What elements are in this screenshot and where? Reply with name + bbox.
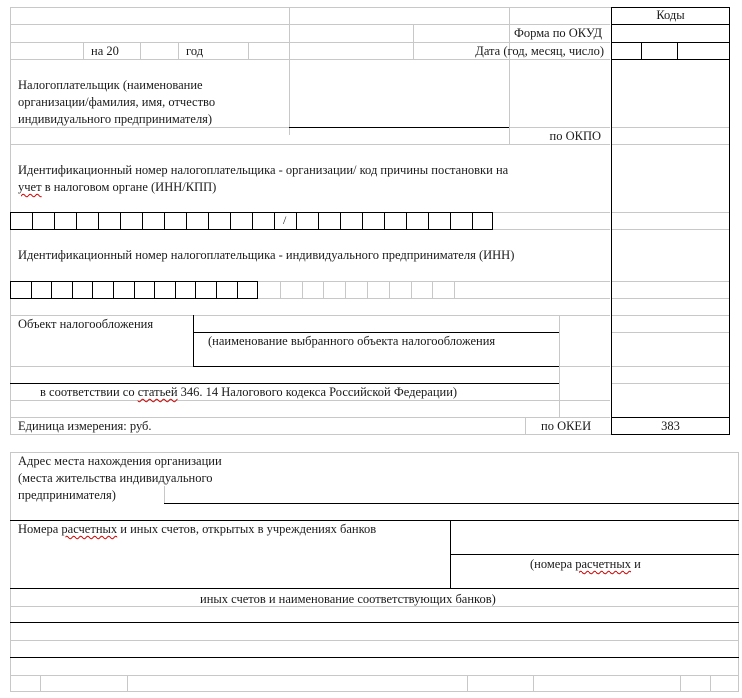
inn-ip-cell-divider (134, 281, 135, 299)
taxation-object-law: в соответствии со статьей 346. 14 Налогового кодекса Российской Федерации) (40, 385, 458, 399)
inn-kpp-cell-divider (120, 212, 121, 230)
inn-kpp-cell-divider (384, 212, 385, 230)
inn-ip-cell-divider (237, 281, 238, 299)
inn-ip-extra-divider (432, 281, 433, 299)
inn-kpp-separator: / (283, 213, 287, 227)
inn-ip-cell-divider (216, 281, 217, 299)
accounts-hint-line2: иных счетов и наименование соответствующих банков) (200, 592, 496, 606)
inn-ip-extra-divider (302, 281, 303, 299)
unit-label: Единица измерения: руб. (18, 419, 152, 433)
inn-kpp-cell-divider (208, 212, 209, 230)
inn-ip-cell-divider (154, 281, 155, 299)
inn-ip-cell-divider (195, 281, 196, 299)
inn-ip-cell-divider (113, 281, 114, 299)
taxpayer-name-line (289, 127, 509, 128)
inn-ip-cell-divider (72, 281, 73, 299)
inn-kpp-cell-divider (296, 212, 297, 230)
inn-kpp-cell-divider (318, 212, 319, 230)
okei-label: по ОКЕИ (541, 419, 592, 433)
inn-ip-extra-divider (454, 281, 455, 299)
inn-kpp-cell-divider (340, 212, 341, 230)
inn-ip-extra-divider (411, 281, 412, 299)
inn-kpp-cell-divider (406, 212, 407, 230)
okpo-label: по ОКПО (549, 129, 601, 143)
inn-ip-extra-divider (389, 281, 390, 299)
inn-kpp-cell-divider (450, 212, 451, 230)
inn-ip-cell-divider (92, 281, 93, 299)
year-suffix: год (186, 44, 204, 58)
inn-kpp-cell-divider (164, 212, 165, 230)
inn-kpp-cell-divider (428, 212, 429, 230)
year-prefix: на 20 (91, 44, 119, 58)
inn-kpp-cell-divider (362, 212, 363, 230)
inn-ip-cell-divider (51, 281, 52, 299)
inn-kpp-cell-divider (142, 212, 143, 230)
inn-ip-cell-divider (175, 281, 176, 299)
inn-kpp-cell-divider (472, 212, 473, 230)
inn-ip-cell-divider (31, 281, 32, 299)
codes-column-box (611, 7, 730, 435)
accounts-hint: (номера расчетных и (530, 557, 641, 571)
inn-kpp-cell-divider (98, 212, 99, 230)
inn-kpp-cell-divider (252, 212, 253, 230)
okud-label: Форма по ОКУД (514, 26, 602, 40)
accounts-label: Номера расчетных и иных счетов, открытых в учреждениях банков (18, 522, 377, 536)
inn-ip-extra-divider (323, 281, 324, 299)
inn-kpp-cell-divider (76, 212, 77, 230)
inn-ip-label: Идентификационный номер налогоплательщика - индивидуального предпринимателя (ИНН) (18, 248, 515, 262)
codes-header: Коды (656, 8, 685, 22)
inn-ip-extra-divider (367, 281, 368, 299)
okei-value: 383 (661, 419, 680, 433)
date-label: Дата (год, месяц, число) (475, 44, 604, 58)
inn-ip-extra-divider (280, 281, 281, 299)
inn-kpp-cell-divider (274, 212, 275, 230)
inn-ip-extra-divider (345, 281, 346, 299)
inn-kpp-cell-divider (186, 212, 187, 230)
inn-kpp-cell-divider (32, 212, 33, 230)
inn-kpp-cell-divider (54, 212, 55, 230)
taxation-object-hint: (наименование выбранного объекта налогообложения (208, 334, 496, 348)
inn-kpp-cell-divider (230, 212, 231, 230)
taxation-object-label: Объект налогообложения (18, 317, 154, 331)
